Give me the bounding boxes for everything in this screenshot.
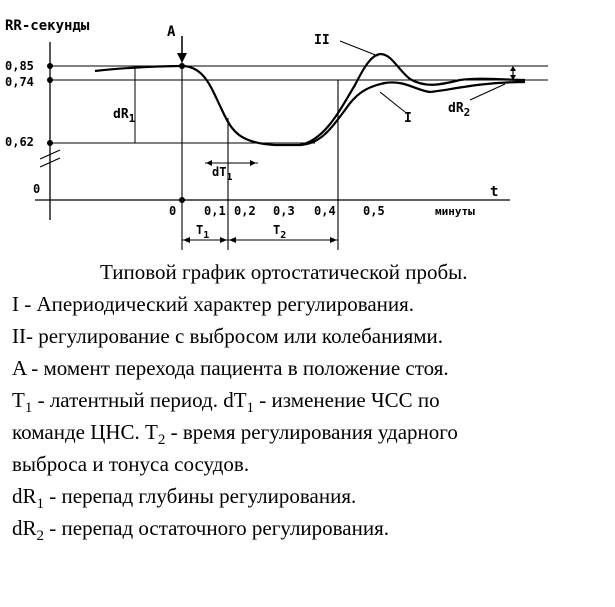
- dr2-base: dR: [448, 101, 464, 116]
- t2-sub: 2: [280, 230, 287, 241]
- caption-line-dr1: [12, 484, 356, 516]
- curve-ii-label: II: [314, 33, 330, 48]
- y-tick-dot-074: [47, 77, 53, 83]
- dt1-base: dT: [212, 165, 227, 179]
- y-tick-074: 0,74: [5, 75, 34, 89]
- dt1-sub: 1: [226, 172, 233, 183]
- y-axis-title: RR-секунды: [5, 18, 90, 34]
- t2-arrow-left: [229, 237, 236, 243]
- t1-arrow-right: [220, 237, 227, 243]
- t2-label: [273, 223, 286, 241]
- dr2-label: [448, 101, 470, 119]
- marker-a-label: A: [167, 24, 176, 40]
- dr2-sub: 2: [463, 106, 471, 119]
- caption-line-a: A - момент перехода пациента в положение стоя.: [12, 356, 449, 380]
- cns-text: команде ЦНС. T: [12, 420, 158, 444]
- dr1-sub: 1: [128, 112, 136, 125]
- curve-ii: [300, 54, 525, 145]
- dr1-sub-text: 1: [36, 496, 45, 512]
- dr2-text: dR: [12, 516, 37, 540]
- t1-sub-text: 1: [24, 400, 33, 416]
- caption-title: Типовой график ортостатической пробы.: [100, 260, 468, 284]
- x-tick-03: 0,3: [273, 204, 295, 218]
- caption-line-vybros: выброса и тонуса сосудов.: [12, 452, 250, 476]
- t2-sub-text: 2: [157, 432, 166, 448]
- y-tick-062: 0,62: [5, 135, 34, 149]
- dr1-base: dR: [113, 107, 129, 122]
- orthostatic-diagram: [0, 0, 615, 262]
- x-tick-0: 0: [169, 204, 177, 218]
- dr1-label: [113, 107, 136, 125]
- y-tick-dot-062: [47, 140, 53, 146]
- y-tick-0: 0: [33, 182, 41, 196]
- caption-line-ii: II- регулирование с выбросом или колебаниями.: [12, 324, 444, 348]
- y-tick-dot-085: [47, 63, 53, 69]
- x-axis-var: t: [490, 184, 499, 200]
- caption-line-dr2: [12, 516, 389, 548]
- arrow-a-head: [177, 53, 187, 63]
- t2-desc: - время регулирования ударного: [165, 420, 458, 444]
- dr1-text: dR: [12, 484, 37, 508]
- t2-arrow-right: [330, 237, 337, 243]
- t1-sub: 1: [203, 230, 210, 241]
- caption-line-t1: [12, 388, 440, 420]
- x-tick-04: 0,4: [314, 204, 336, 218]
- x-tick-02: 0,2: [234, 204, 256, 218]
- dt1-label: [212, 165, 232, 183]
- t2-base: T: [273, 223, 281, 237]
- leader-ii: [340, 41, 378, 56]
- x-tick-05: 0,5: [363, 204, 385, 218]
- t1-base: T: [196, 223, 204, 237]
- caption-line-cns: [12, 420, 458, 452]
- y-tick-085: 0,85: [5, 59, 34, 73]
- dr2-sub-text: 2: [36, 528, 45, 544]
- x-axis-units: минуты: [435, 205, 475, 218]
- t1-desc: - латентный период. dT: [32, 388, 247, 412]
- dr1-desc: - перепад глубины регулирования.: [44, 484, 357, 508]
- curve-i-label: I: [404, 111, 412, 126]
- dt1-sub-text: 1: [246, 400, 255, 416]
- t1-label: [196, 223, 209, 241]
- dr2-arrow-head-top: [510, 66, 516, 71]
- dr2-desc: - перепад остаточного регулирования.: [44, 516, 390, 540]
- x-origin-dot-a: [179, 197, 185, 203]
- x-tick-01: 0,1: [204, 204, 226, 218]
- dt1-desc: - изменение ЧСС по: [254, 388, 440, 412]
- caption-line-i: I - Апериодический характер регулирования.: [12, 292, 415, 316]
- dt1-arrow-right: [250, 160, 256, 166]
- leader-i: [380, 92, 405, 112]
- t1-text: T: [12, 388, 25, 412]
- t1-arrow-left: [183, 237, 190, 243]
